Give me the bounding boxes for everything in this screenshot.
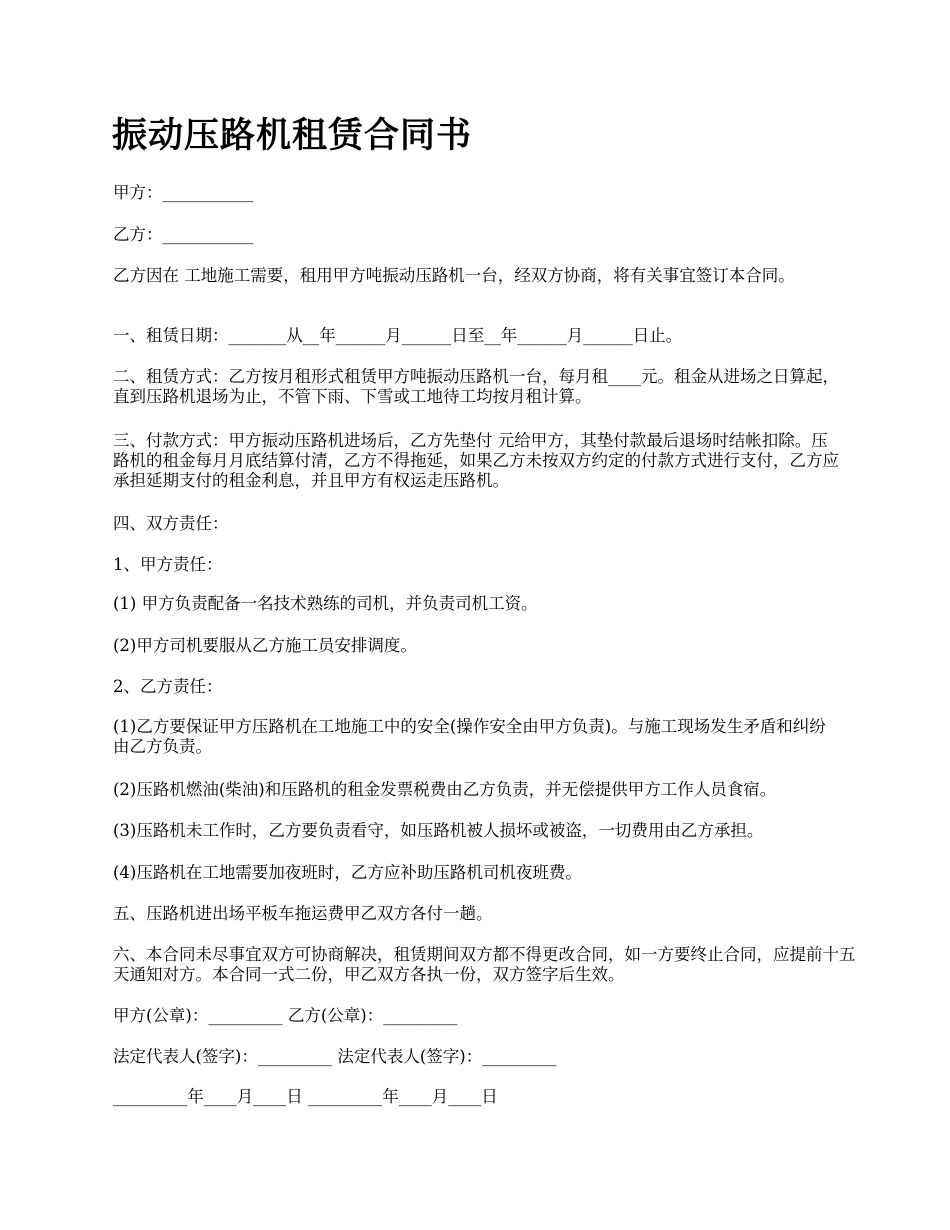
representative-signature-line: 法定代表人(签字)：_________ 法定代表人(签字)：_________ — [113, 1047, 557, 1066]
party-b-responsibility-3: (3)压路机未工作时，乙方要负责看守，如压路机被人损坏或被盗，一切费用由乙方承担。 — [113, 821, 764, 840]
party-b-responsibility-1: (1)乙方要保证甲方压路机在工地施工中的安全(操作安全由甲方负责)。与施工现场发生矛盾和纠纷由乙方负责。 — [113, 717, 826, 756]
date-line: _________年____月____日 _________年____月____日 — [113, 1087, 498, 1106]
clause-lease-method: 二、租赁方式：乙方按月租形式租赁甲方吨振动压路机一台，每月租____元。租金从进场之日算起，直到压路机退场为止，不管下雨、下雪或工地待工均按月租计算。 — [113, 367, 839, 406]
clause-responsibilities-heading: 四、双方责任： — [113, 514, 229, 533]
preamble-paragraph: 乙方因在 工地施工需要，租用甲方吨振动压路机一台，经双方协商，将有关事宜签订本合同。 — [113, 266, 795, 285]
document-title: 振动压路机租赁合同书 — [112, 115, 473, 156]
seal-signature-line: 甲方(公章)：_________ 乙方(公章)：_________ — [113, 1006, 458, 1025]
party-b-responsibility-4: (4)压路机在工地需要加夜班时，乙方应补助压路机司机夜班费。 — [113, 863, 582, 882]
party-a-responsibility-2: (2)甲方司机要服从乙方施工员安排调度。 — [113, 636, 417, 655]
clause-miscellaneous: 六、本合同未尽事宜双方可协商解决，租赁期间双方都不得更改合同，如一方要终止合同，应提前十五天通知对方。本合同一式二份，甲乙双方各执一份，双方签字后生效。 — [113, 945, 856, 984]
clause-payment-method: 三、付款方式：甲方振动压路机进场后，乙方先垫付 元给甲方，其垫付款最后退场时结帐扣除。压路机的租金每月月底结算付清，乙方不得拖延，如果乙方未按双方约定的付款方式进行支付，乙方应承担延期支付的租金利息，并且甲方有权运走压路机。 — [113, 431, 839, 490]
clause-transport-fee: 五、压路机进出场平板车拖运费甲乙双方各付一趟。 — [113, 904, 493, 923]
clause-lease-period: 一、租赁日期：_______从__年______月______日至__年______月______日止。 — [113, 326, 683, 345]
party-b-responsibility-heading: 2、乙方责任： — [113, 677, 223, 696]
party-a-responsibility-heading: 1、甲方责任： — [113, 555, 223, 574]
party-a-responsibility-1: (1) 甲方负责配备一名技术熟练的司机，并负责司机工资。 — [113, 594, 538, 613]
party-b-responsibility-2: (2)压路机燃油(柴油)和压路机的租金发票税费由乙方负责，并无偿提供甲方工作人员食宿。 — [113, 780, 777, 799]
party-b-line: 乙方：___________ — [113, 225, 254, 244]
party-a-line: 甲方：___________ — [113, 183, 254, 202]
